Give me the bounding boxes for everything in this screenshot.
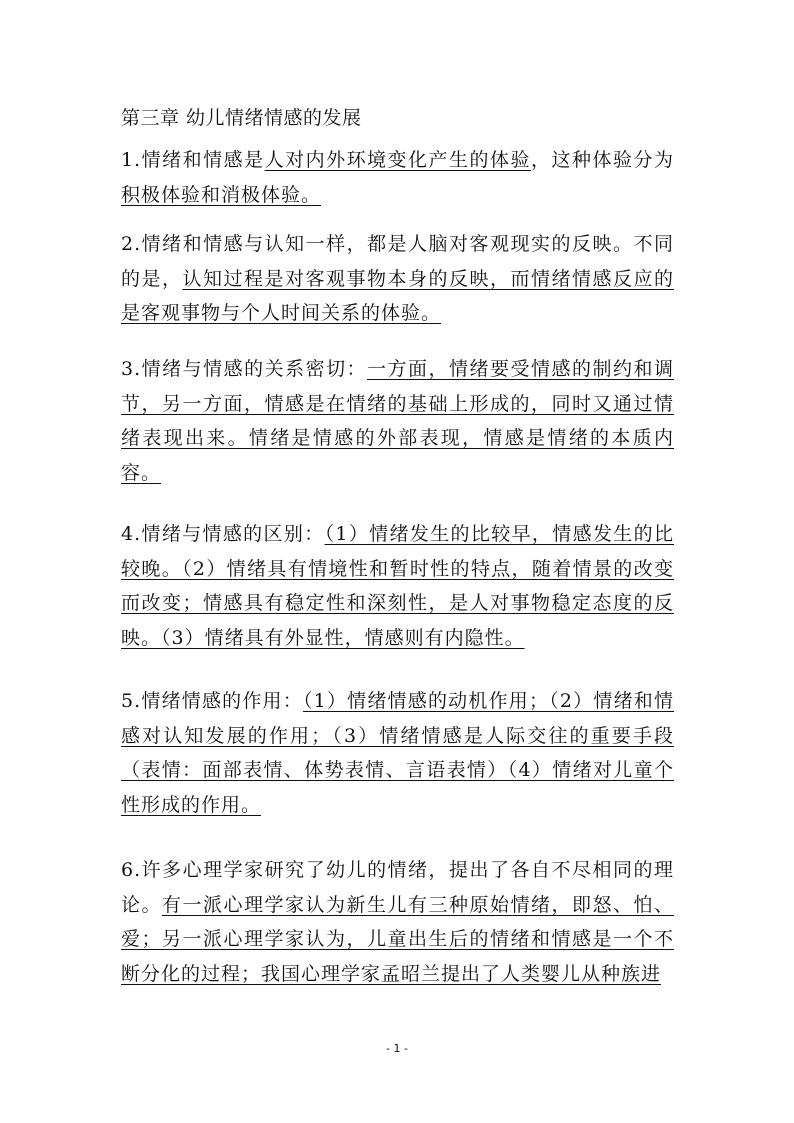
paragraph-1-underlined-2: 积极体验和消极体验。 — [121, 183, 322, 206]
paragraph-1-underlined: 人对内外环境变化产生的体验 — [264, 149, 532, 171]
paragraph-3-lead: 3.情绪与情感的关系密切： — [121, 358, 368, 380]
paragraph-6 — [121, 853, 674, 992]
paragraph-1-mid: ，这种体验分为 — [531, 149, 674, 171]
page-number: - 1 - — [386, 1042, 408, 1055]
paragraph-4-underlined: （1）情绪发生的比较早，情感发生的比较晚。（2）情绪具有情境性和暂时性的特点，随着情景的改变而改变；情感具有稳定性和深刻性，是人对事物稳定态度的反映。（3）情绪具有外显性，情感则有内隐性。 — [121, 523, 674, 650]
paragraph-4-lead: 4.情绪与情感的区别： — [121, 523, 325, 545]
paragraph-2-underlined: 认知过程是对客观事物本身的反映，而情绪情感反应的是客观事物与个人时间关系的体验。 — [121, 267, 674, 325]
paragraph-3-underlined: 一方面，情绪要受情感的制约和调节，另一方面，情感是在情绪的基础上形成的，同时又通过情绪表现出来。情绪是情感的外部表现，情感是情绪的本质内容。 — [121, 358, 674, 485]
paragraph-2 — [121, 227, 674, 331]
paragraph-6-underlined: 有一派心理学家认为新生儿有三种原始情绪，即怒、怕、爱；另一派心理学家认为，儿童出生后的情绪和情感是一个不断分化的过程；我国心理学家孟昭兰提出了人类婴儿从种族进 — [121, 893, 674, 986]
paragraph-3 — [121, 352, 674, 491]
paragraph-5-lead: 5.情绪情感的作用： — [121, 690, 303, 712]
chapter-title: 第三章 幼儿情绪情感的发展 — [121, 107, 362, 129]
paragraph-4 — [121, 517, 674, 656]
paragraph-6-lead: 6.许多心理学家研究了幼儿的情绪，提出了各自不尽相同的理论。 — [121, 859, 674, 916]
paragraph-1 — [121, 143, 674, 212]
paragraph-1-lead: 1.情绪和情感是 — [121, 149, 265, 171]
paragraph-2-lead: 2.情绪和情感与认知一样，都是人脑对客观现实的反映。不同的是， — [121, 233, 674, 290]
paragraph-5 — [121, 684, 674, 823]
paragraph-5-underlined: （1）情绪情感的动机作用；（2）情绪和情感对认知发展的作用；（3）情绪情感是人际交往的重要手段（表情：面部表情、体势表情、言语表情）（4）情绪对儿童个性形成的作用。 — [121, 690, 674, 817]
